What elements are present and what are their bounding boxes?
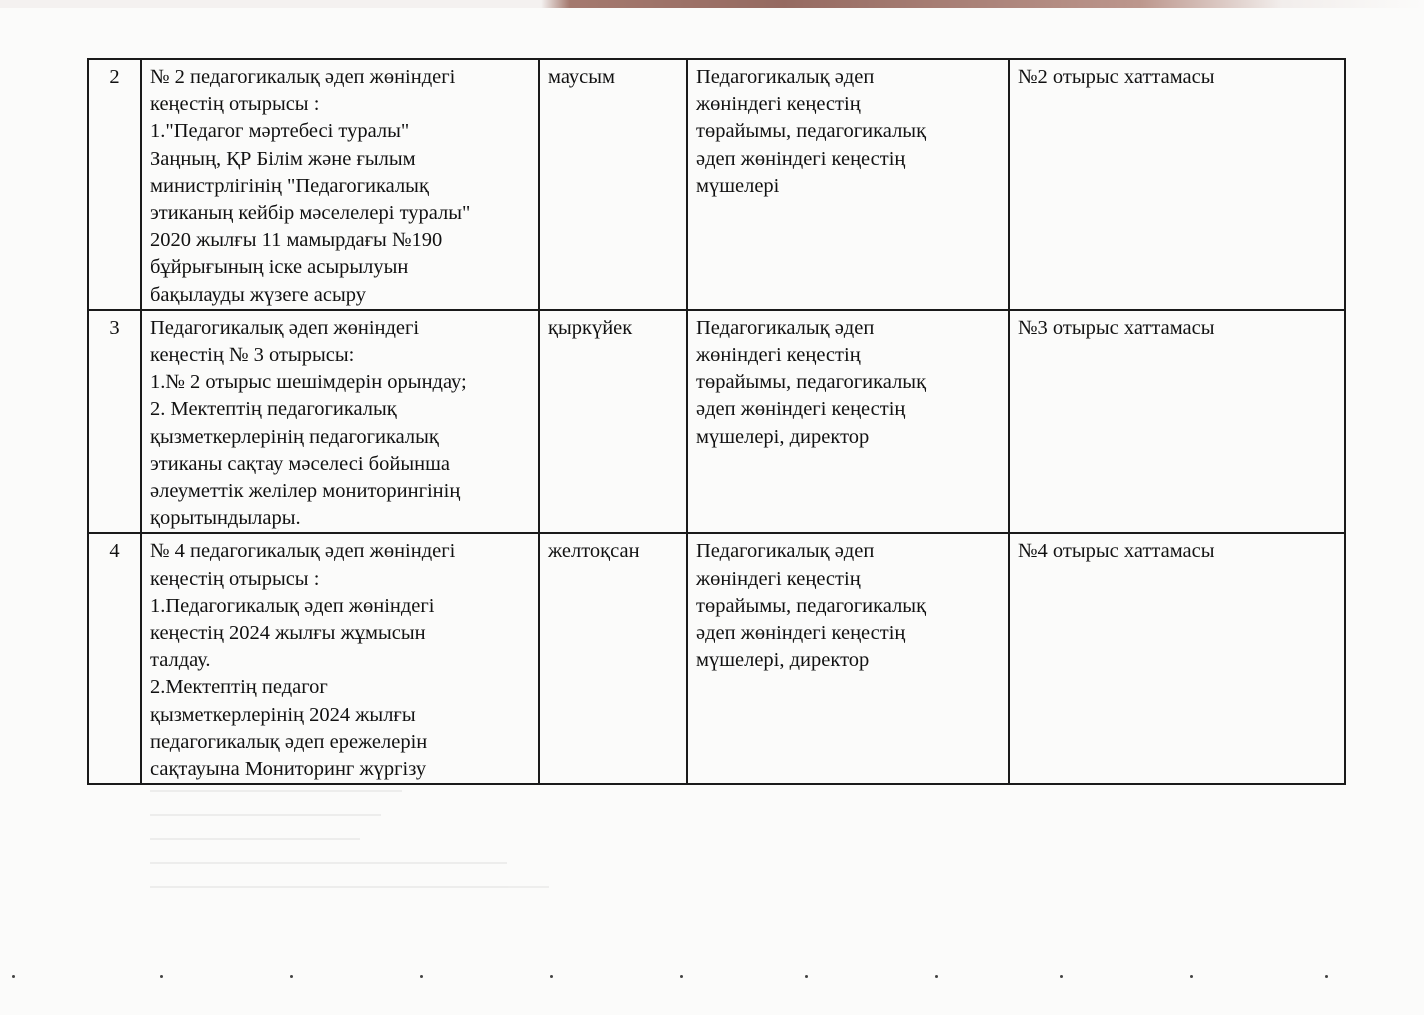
content-line: бұйрығының іске асырылуын (150, 256, 409, 279)
scan-dot (1060, 975, 1063, 978)
content-line: кеңестің отырысы : (150, 567, 320, 590)
content-line: 2. Мектептің педагогикалық (150, 398, 397, 421)
responsible-cell (687, 310, 1009, 534)
row-number-cell: 2 (88, 59, 141, 310)
result-cell: №4 отырыс хаттамасы (1009, 533, 1345, 784)
responsible-line: мүшелері, директор (696, 649, 870, 672)
row-number-cell: 4 (88, 533, 141, 784)
content-line: педагогикалық әдеп ережелерін (150, 730, 428, 753)
content-cell (141, 533, 539, 784)
scan-dot (1325, 975, 1328, 978)
scan-dot (680, 975, 683, 978)
content-line: 1.№ 2 отырыс шешімдерін орындау; (150, 371, 467, 394)
row-number-cell: 3 (88, 310, 141, 534)
responsible-line: төрайымы, педагогикалық (696, 594, 927, 617)
responsible-cell (687, 533, 1009, 784)
responsible-cell (687, 59, 1009, 310)
content-line: талдау. (150, 649, 211, 672)
table-row (88, 310, 1345, 534)
responsible-line: төрайымы, педагогикалық (696, 120, 927, 143)
table-row (88, 533, 1345, 784)
scan-dot (12, 975, 15, 978)
scan-dot (160, 975, 163, 978)
scan-dot (1190, 975, 1193, 978)
content-line: қорытындылары. (150, 507, 301, 530)
content-line: 2020 жылғы 11 мамырдағы №190 (150, 229, 443, 252)
responsible-line: Педагогикалық әдеп (696, 540, 875, 563)
scan-dot (420, 975, 423, 978)
responsible-line: әдеп жөніндегі кеңестің (696, 147, 906, 170)
bleed-through-text (150, 790, 570, 930)
result-cell: №2 отырыс хаттамасы (1009, 59, 1345, 310)
responsible-line: Педагогикалық әдеп (696, 66, 875, 88)
content-line: 1.Педагогикалық әдеп жөніндегі (150, 594, 435, 617)
responsible-line: жөніндегі кеңестің (696, 93, 861, 116)
content-cell (141, 59, 539, 310)
scan-dot (805, 975, 808, 978)
content-line: кеңестің № 3 отырысы: (150, 344, 355, 367)
responsible-line: мүшелері (696, 174, 780, 197)
content-line: бақылауды жүзеге асыру (150, 283, 367, 306)
content-line: № 4 педагогикалық әдеп жөніндегі (150, 540, 456, 563)
responsible-line: жөніндегі кеңестің (696, 567, 861, 590)
content-line: кеңестің 2024 жылғы жұмысын (150, 622, 426, 645)
date-cell: қыркүйек (539, 310, 687, 534)
date-cell: желтоқсан (539, 533, 687, 784)
content-cell (141, 310, 539, 534)
responsible-line: төрайымы, педагогикалық (696, 371, 927, 394)
content-line: 1."Педагог мәртебесі туралы" (150, 120, 410, 143)
responsible-line: жөніндегі кеңестің (696, 344, 861, 367)
responsible-line: Педагогикалық әдеп (696, 316, 875, 339)
scan-dot (550, 975, 553, 978)
content-line: қызметкерлерінің педагогикалық (150, 425, 439, 448)
content-line: сақтауына Мониторинг жүргізу (150, 758, 427, 781)
scan-dots (0, 975, 1424, 979)
content-line: әлеуметтік желілер мониторингінің (150, 480, 461, 503)
content-line: этиканы сақтау мәселесі бойынша (150, 452, 450, 475)
result-cell: №3 отырыс хаттамасы (1009, 310, 1345, 534)
scan-dot (290, 975, 293, 978)
scan-dot (935, 975, 938, 978)
table-row (88, 59, 1345, 310)
responsible-line: әдеп жөніндегі кеңестің (696, 398, 906, 421)
content-line: Заңның, ҚР Білім және ғылым (150, 147, 416, 170)
responsible-line: әдеп жөніндегі кеңестің (696, 622, 906, 645)
content-line: кеңестің отырысы : (150, 93, 320, 116)
content-line: Педагогикалық әдеп жөніндегі (150, 316, 420, 339)
content-line: 2.Мектептің педагог (150, 676, 328, 699)
responsible-line: мүшелері, директор (696, 425, 870, 448)
content-line: № 2 педагогикалық әдеп жөніндегі (150, 66, 456, 88)
plan-table (87, 58, 1346, 785)
content-line: қызметкерлерінің 2024 жылғы (150, 703, 416, 726)
content-line: министрлігінің "Педагогикалық (150, 174, 429, 197)
page-top-edge (0, 0, 1424, 8)
plan-table-container (87, 58, 1344, 785)
date-cell: маусым (539, 59, 687, 310)
content-line: этиканың кейбір мәселелері туралы" (150, 202, 471, 225)
